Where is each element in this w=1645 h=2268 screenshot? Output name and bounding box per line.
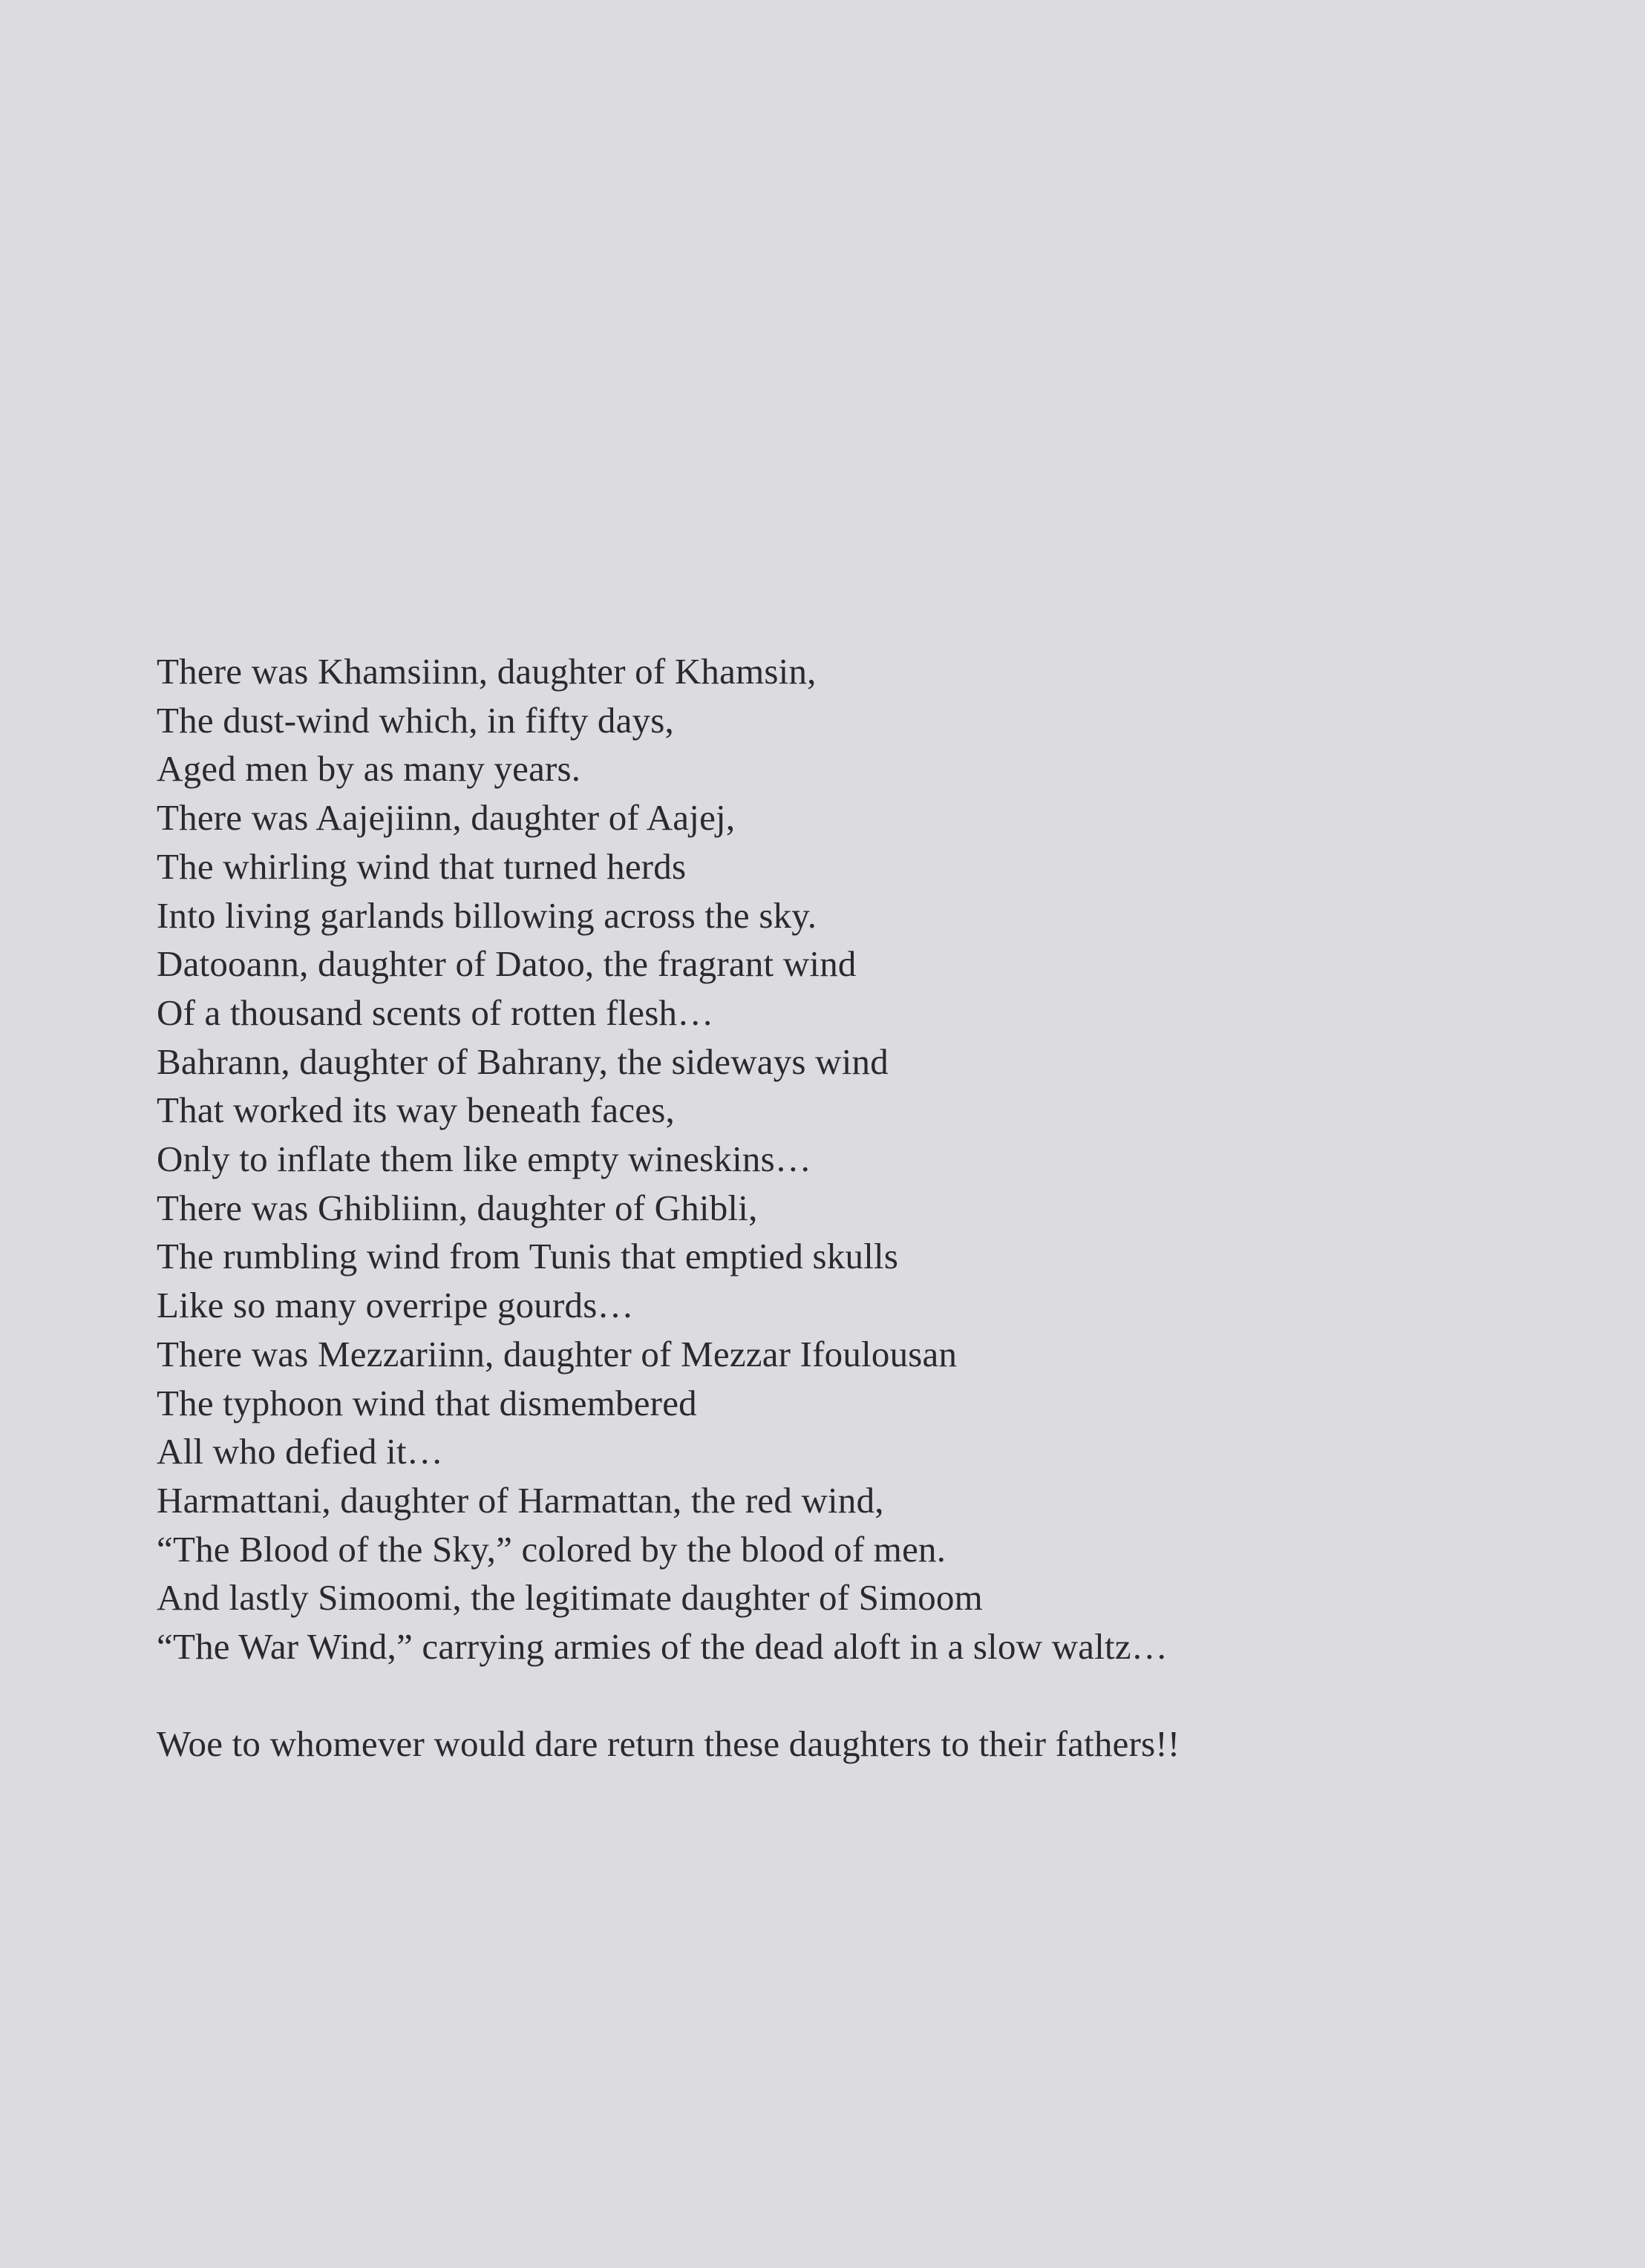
- poem-line: Only to inflate them like empty wineskins…: [157, 1138, 812, 1180]
- poem-line: “The War Wind,” carrying armies of the dead aloft in a slow waltz…: [157, 1626, 1168, 1668]
- poem-closing-line: Woe to whomever would dare return these daughters to their fathers!!: [157, 1723, 1180, 1765]
- stanza-break: [157, 1671, 1567, 1720]
- poem-line: The dust-wind which, in fifty days,: [157, 699, 674, 741]
- poem-line: “The Blood of the Sky,” colored by the blood of men.: [157, 1528, 946, 1570]
- poem-line: Aged men by as many years.: [157, 748, 581, 790]
- poem-line: Of a thousand scents of rotten flesh…: [157, 992, 714, 1033]
- poem-block: [157, 647, 1567, 1769]
- poem-line: The rumbling wind from Tunis that emptied skulls: [157, 1236, 899, 1277]
- poem-line: Into living garlands billowing across the sky.: [157, 894, 817, 936]
- poem-line: Harmattani, daughter of Harmattan, the red wind,: [157, 1479, 884, 1521]
- poem-line: Like so many overripe gourds…: [157, 1285, 634, 1326]
- poem-line: All who defied it…: [157, 1431, 444, 1472]
- poem-line: And lastly Simoomi, the legitimate daughter of Simoom: [157, 1577, 983, 1619]
- poem-line: There was Ghibliinn, daughter of Ghibli,: [157, 1187, 758, 1228]
- poem-line: That worked its way beneath faces,: [157, 1089, 675, 1131]
- poem-line: There was Mezzariinn, daughter of Mezzar Ifoulousan: [157, 1333, 958, 1374]
- poem-line: Datooann, daughter of Datoo, the fragrant wind: [157, 943, 857, 985]
- poem-line: There was Aajejiinn, daughter of Aajej,: [157, 797, 736, 839]
- poem-line: The whirling wind that turned herds: [157, 845, 687, 887]
- poem-stanza: [157, 647, 1567, 1671]
- poem-line: Bahrann, daughter of Bahrany, the sideways wind: [157, 1040, 889, 1082]
- poem-line: The typhoon wind that dismembered: [157, 1382, 697, 1423]
- poem-line: There was Khamsiinn, daughter of Khamsin,: [157, 651, 817, 692]
